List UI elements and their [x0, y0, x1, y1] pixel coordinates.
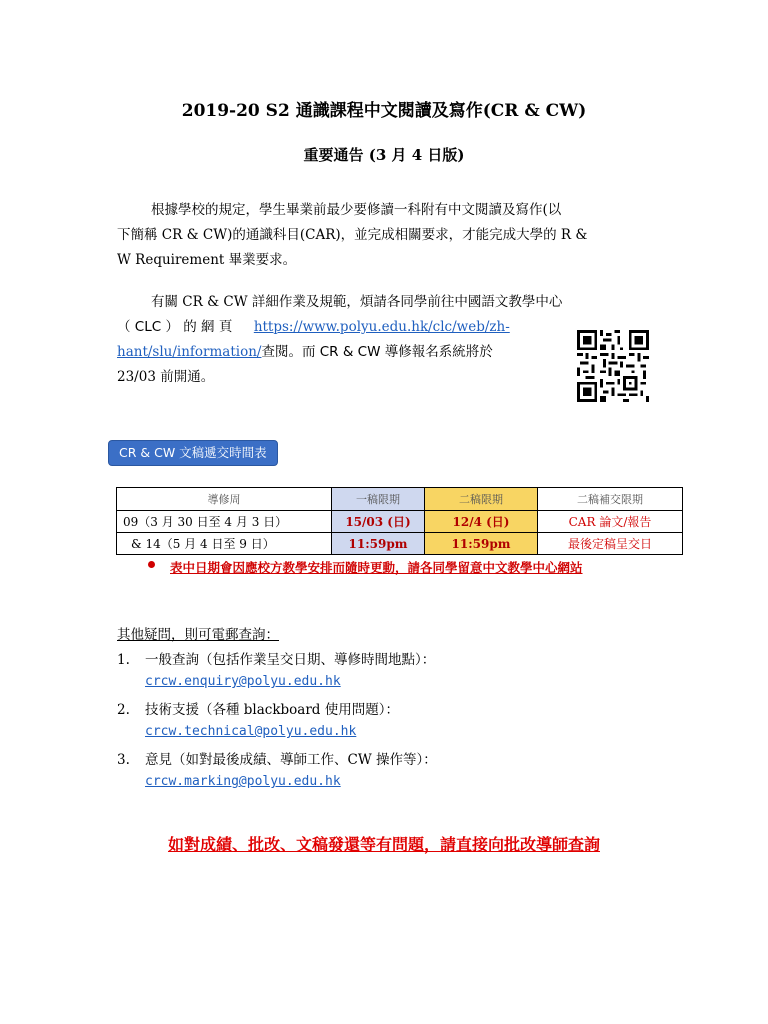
enquiry-heading: 其他疑問，則可電郵查詢：: [117, 627, 279, 643]
para2-line1: 有關 CR & CW 詳細作業及規範，煩請各同學前往中國語文教學中心: [151, 294, 563, 310]
table-row: [117, 533, 683, 555]
cell-late-2: 最後定稿呈交日: [538, 533, 683, 555]
clc-webpage-link-part1[interactable]: https://www.polyu.edu.hk/clc/web/zh-: [253, 319, 510, 335]
para1-line2: 下簡稱 CR & CW)的通識科目(CAR)，並完成相關要求，才能完成大學的 R &: [117, 227, 588, 243]
para2-line2-pre: （ CLC ） 的 網 頁: [117, 319, 233, 335]
cell-second-time: 11:59pm: [425, 533, 538, 555]
table-header-row: [117, 488, 683, 511]
enquiry-item-general: [117, 648, 435, 668]
header-tutorial-week: 導修周: [117, 488, 332, 511]
email-marking-link[interactable]: crcw.marking@polyu.edu.hk: [145, 774, 341, 789]
cell-first-date: 15/03 (日): [332, 511, 425, 533]
para1-line1: 根據學校的規定，學生畢業前最少要修讀一科附有中文閱讀及寫作(以: [151, 202, 562, 218]
header-late-submission: 二稿補交限期: [538, 488, 683, 511]
cell-second-date: 12/4 (日): [425, 511, 538, 533]
cell-late-1: CAR 論文/報告: [538, 511, 683, 533]
header-second-draft: 二稿限期: [425, 488, 538, 511]
cell-first-time: 11:59pm: [332, 533, 425, 555]
para2-line3: [117, 340, 567, 365]
enquiry-text: 技術支援（各種 blackboard 使用問題）：: [145, 702, 399, 718]
notice-subtitle: 重要通告 (3 月 4 日版): [303, 146, 465, 164]
paragraph-details: [117, 290, 567, 390]
email-technical-link[interactable]: crcw.technical@polyu.edu.hk: [145, 724, 357, 739]
cell-week-2: & 14（5 月 4 日至 9 日）: [117, 533, 332, 555]
schedule-heading-badge: CR & CW 文稿遞交時間表: [108, 440, 278, 466]
para2-line4: 23/03 前開通。: [117, 369, 215, 385]
paragraph-requirement: [117, 198, 657, 273]
submission-schedule-table: [116, 487, 683, 555]
cell-week-1: 09（3 月 30 日至 4 月 3 日）: [117, 511, 332, 533]
para2-line2: [117, 315, 567, 340]
enquiry-number: 2.: [117, 702, 130, 718]
enquiry-text: 意見（如對最後成績、導師工作、CW 操作等）：: [145, 752, 437, 768]
date-change-note: 表中日期會因應校方教學安排而隨時更動，請各同學留意中文教學中心網站: [170, 560, 583, 575]
para1-line3: W Requirement 畢業要求。: [117, 252, 297, 268]
page-title: 2019-20 S2 通識課程中文閱讀及寫作(CR & CW): [181, 101, 587, 121]
enquiry-number: 1.: [117, 652, 130, 668]
enquiry-text: 一般查詢（包括作業呈交日期、導修時間地點）：: [145, 652, 436, 668]
bullet-dot-icon: [148, 561, 155, 568]
email-enquiry-link[interactable]: crcw.enquiry@polyu.edu.hk: [145, 674, 341, 689]
enquiry-number: 3.: [117, 752, 130, 768]
header-first-draft: 一稿限期: [332, 488, 425, 511]
enquiry-item-marking: [117, 748, 437, 768]
qr-code-icon[interactable]: [577, 330, 649, 402]
enquiry-item-technical: [117, 698, 399, 718]
clc-webpage-link-part2[interactable]: hant/slu/information/: [117, 344, 262, 360]
final-note: 如對成績、批改、文稿發還等有問題，請直接向批改導師查詢: [167, 835, 600, 854]
table-row: [117, 511, 683, 533]
para2-line3-post: 查閱。而 CR & CW 導修報名系統將於: [261, 344, 493, 360]
